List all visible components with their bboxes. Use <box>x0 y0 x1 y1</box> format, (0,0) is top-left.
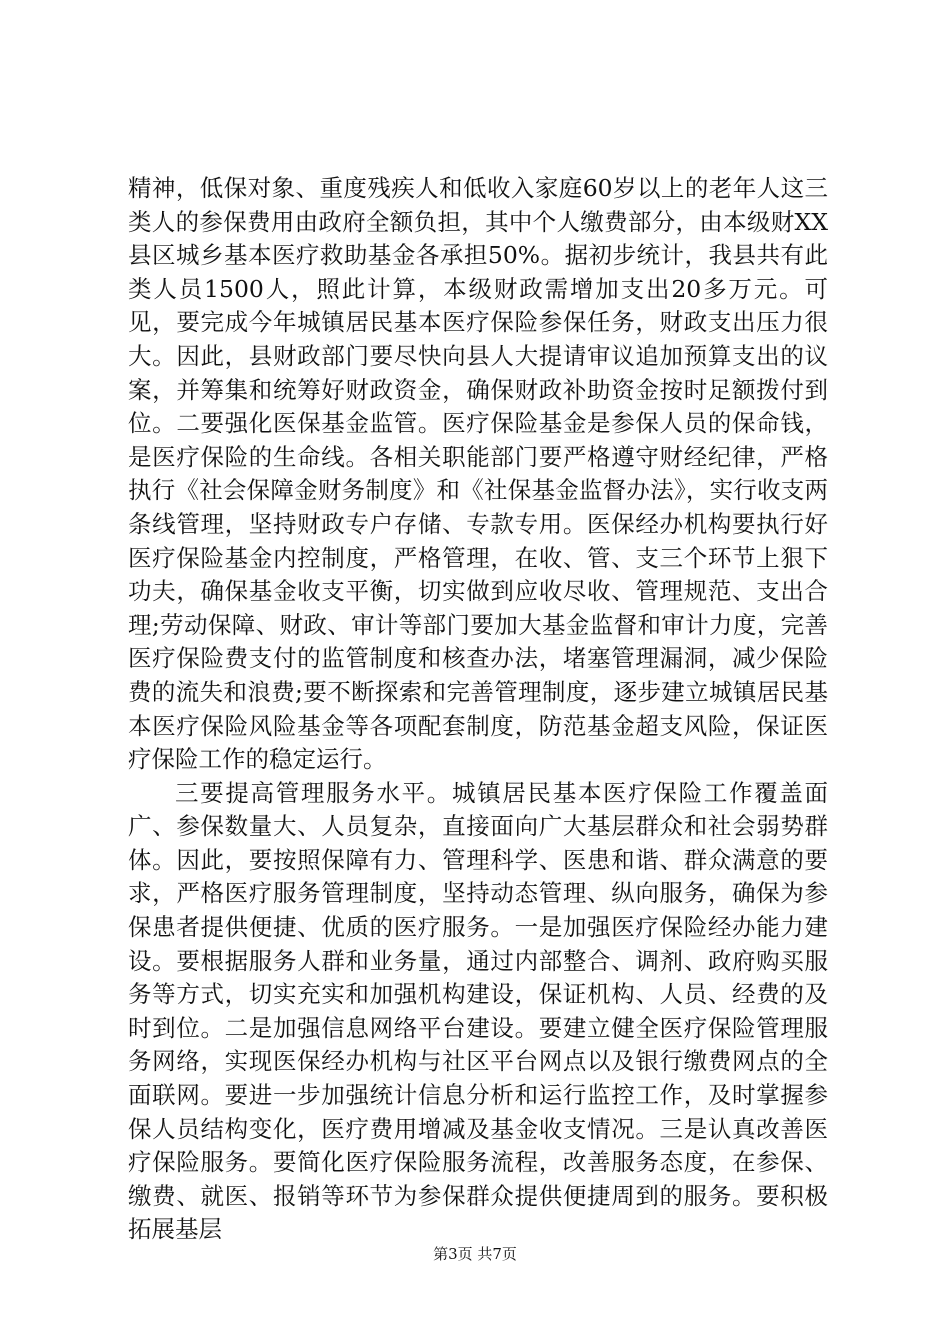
page-number-footer: 第3页 共7页 <box>433 1245 517 1263</box>
body-paragraph-1: 精神，低保对象、重度残疾人和低收入家庭60岁以上的老年人这三类人的参保费用由政府全额负担，其中个人缴费部分，由本级财XX县区城乡基本医疗救助基金各承担50%。据初步统计，我县共有此类人员1500人，照此计算，本级财政需增加支出20多万元。可见，要完成今年城镇居民基本医疗保险参保任务，财政支出压力很大。因此，县财政部门要尽快向县人大提请审议追加预算支出的议案，并筹集和统筹好财政资金，确保财政补助资金按时足额拨付到位。二要强化医保基金监管。医疗保险基金是参保人员的保命钱，是医疗保险的生命线。各相关职能部门要严格遵守财经纪律，严格执行《社会保障金财务制度》和《社保基金监督办法》，实行收支两条线管理，坚持财政专户存储、专款专用。医保经办机构要执行好医疗保险基金内控制度，严格管理，在收、管、支三个环节上狠下功夫，确保基金收支平衡，切实做到应收尽收、管理规范、支出合理;劳动保障、财政、审计等部门要加大基金监督和审计力度，完善医疗保险费支付的监管制度和核查办法，堵塞管理漏洞，减少保险费的流失和浪费;要不断探索和完善管理制度，逐步建立城镇居民基本医疗保险风险基金等各项配套制度，防范基金超支风险，保证医疗保险工作的稳定运行。 <box>128 174 828 774</box>
document-body <box>128 172 828 1247</box>
body-paragraph-2: 三要提高管理服务水平。城镇居民基本医疗保险工作覆盖面广、参保数量大、人员复杂，直接面向广大基层群众和社会弱势群体。因此，要按照保障有力、管理科学、医患和谐、群众满意的要求，严格医疗服务管理制度，坚持动态管理、纵向服务，确保为参保患者提供便捷、优质的医疗服务。一是加强医疗保险经办能力建设。要根据服务人群和业务量，通过内部整合、调剂、政府购买服务等方式，切实充实和加强机构建设，保证机构、人员、经费的及时到位。二是加强信息网络平台建设。要建立健全医疗保险管理服务网络，实现医保经办机构与社区平台网点以及银行缴费网点的全面联网。要进一步加强统计信息分析和运行监控工作，及时掌握参保人员结构变化，医疗费用增减及基金收支情况。三是认真改善医疗保险服务。要简化医疗保险服务流程，改善服务态度，在参保、缴费、就医、报销等环节为参保群众提供便捷周到的服务。要积极拓展基层 <box>128 778 828 1244</box>
